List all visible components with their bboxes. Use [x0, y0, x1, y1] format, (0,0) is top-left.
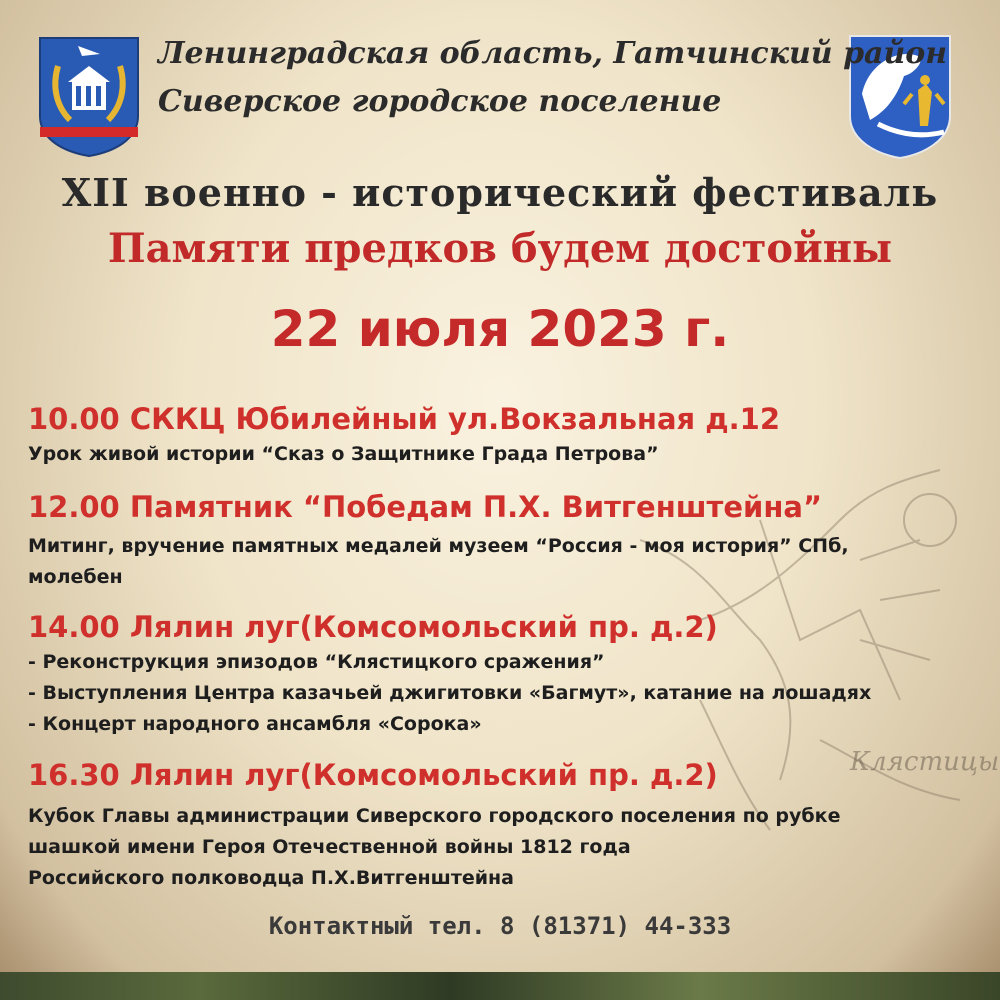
event-line: шашкой имени Героя Отечественной войны 1812 года	[28, 836, 631, 858]
event-line: Митинг, вручение памятных медалей музеем “Россия - моя история” СПб,	[28, 535, 849, 557]
event-heading: 12.00 Памятник “Победам П.Х. Витгенштейна”	[28, 490, 823, 524]
festival-title: XII военно - исторический фестиваль	[61, 170, 939, 215]
contact-phone: Контактный тел. 8 (81371) 44-333	[268, 912, 732, 940]
photo-strip	[0, 972, 1000, 1000]
event-line: - Выступления Центра казачьей джигитовки «Багмут», катание на лошадях	[28, 682, 872, 704]
map-label: Клястицы	[850, 747, 1000, 777]
festival-date: 22 июля 2023 г.	[270, 300, 730, 358]
left-coat-of-arms-icon	[38, 36, 140, 158]
festival-motto: Памяти предков будем достойны	[107, 225, 893, 272]
event-line: Урок живой истории “Сказ о Защитнике Града Петрова”	[28, 443, 659, 465]
event-heading: 16.30 Лялин луг(Комсомольский пр. д.2)	[28, 758, 718, 792]
event-line: молебен	[28, 566, 123, 588]
event-line: Российского полководца П.Х.Витгенштейна	[28, 867, 514, 889]
event-heading: 14.00 Лялин луг(Комсомольский пр. д.2)	[28, 610, 718, 644]
event-heading: 10.00 СККЦ Юбилейный ул.Вокзальная д.12	[28, 402, 781, 436]
event-line: - Концерт народного ансамбля «Сорока»	[28, 713, 482, 735]
header-region: Ленинградская область, Гатчинский район	[158, 36, 948, 71]
event-line: - Реконструкция эпизодов “Клястицкого сражения”	[28, 651, 605, 673]
event-line: Кубок Главы администрации Сиверского городского поселения по рубке	[28, 805, 841, 827]
header-settlement: Сиверское городское поселение	[158, 84, 722, 119]
